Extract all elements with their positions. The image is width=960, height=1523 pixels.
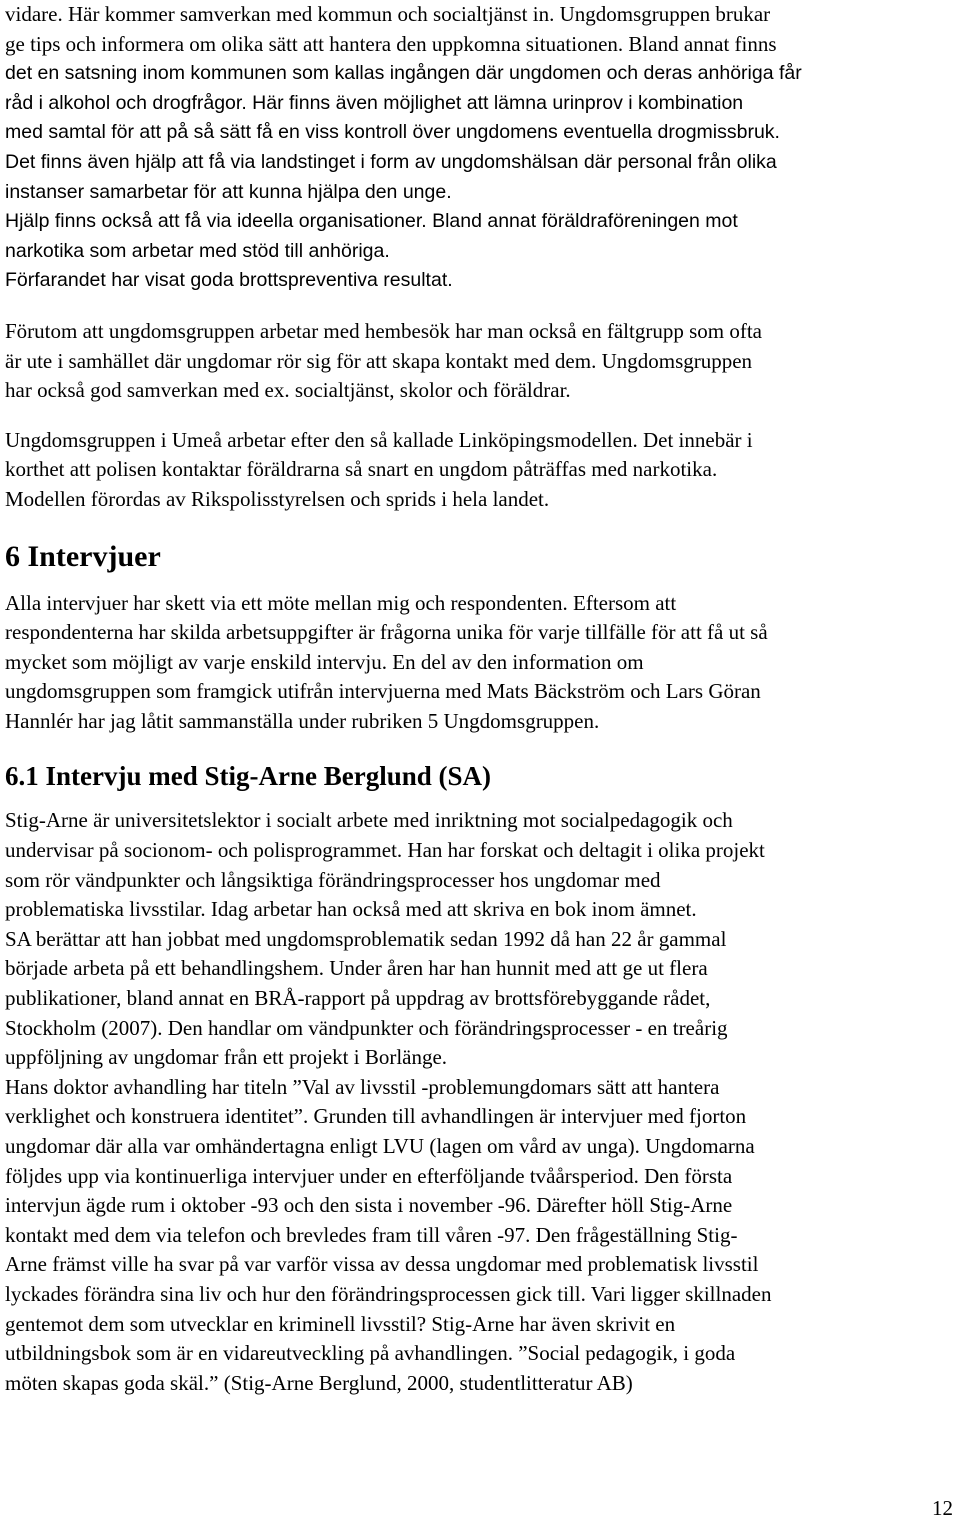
text-line: är ute i samhället där ungdomar rör sig för att skapa kontakt med dem. Ungdomsgruppen — [5, 348, 753, 373]
text-line: Alla intervjuer har skett via ett möte mellan mig och respondenten. Eftersom att — [5, 590, 677, 615]
text-line: Ungdomsgruppen i Umeå arbetar efter den så kallade Linköpingsmodellen. Det innebär i — [5, 427, 753, 452]
text-line: gentemot dem som utvecklar en kriminell livsstil? Stig-Arne har även skrivit en — [5, 1311, 676, 1336]
text-line: lyckades förändra sina liv och hur den förändringsprocessen gick till. Vari ligger skillnaden — [5, 1281, 772, 1306]
subsection-heading: 6.1 Intervju med Stig-Arne Berglund (SA) — [5, 761, 491, 792]
paragraph — [5, 317, 955, 406]
text-line: som rör vändpunkter och långsiktiga förändringsprocesser hos ungdomar med — [5, 867, 661, 892]
text-line: Arne främst ville ha svar på var varför vissa av dessa ungdomar med problematisk livsstil — [5, 1252, 759, 1277]
text-line: verklighet och konstruera identitet”. Grunden till avhandlingen är intervjuer med fjorton — [5, 1104, 747, 1129]
text-line: råd i alkohol och drogfrågor. Här finns även möjlighet att lämna urinprov i kombination — [5, 91, 744, 114]
text-line: intervjun ägde rum i oktober -93 och den sista i november -96. Därefter höll Stig-Arne — [5, 1193, 733, 1218]
text-line: följdes upp via kontinuerliga intervjuer under en efterföljande tvåårsperiod. Den första — [5, 1163, 733, 1188]
text-line: SA berättar att han jobbat med ungdomsproblematik sedan 1992 då han 22 år gammal — [5, 926, 727, 951]
paragraph — [5, 806, 955, 1398]
section-heading: 6 Intervjuer — [5, 539, 161, 573]
text-line: ungdomar där alla var omhändertagna enligt LVU (lagen om vård av unga). Ungdomarna — [5, 1134, 755, 1158]
text-line: Modellen förordas av Rikspolisstyrelsen och sprids i hela landet. — [5, 486, 550, 511]
text-line: med samtal för att på så sätt få en viss kontroll över ungdomens eventuella drogmissbruk. — [5, 121, 780, 144]
text-line: Hjälp finns också att få via ideella organisationer. Bland annat föräldraföreningen mot — [5, 210, 738, 233]
text-line: korthet att polisen kontaktar föräldrarna så snart en ungdom påträffas med narkotika. — [5, 457, 718, 482]
text-line: narkotika som arbetar med stöd till anhöriga. — [5, 239, 390, 262]
text-line: Hans doktor avhandling har titeln ”Val av livsstil -problemungdomars sätt att hantera — [5, 1074, 720, 1099]
text-line: uppföljning av ungdomar från ett projekt i Borlänge. — [5, 1045, 448, 1070]
page-number: 12 — [932, 1496, 953, 1520]
text-line: Stockholm (2007). Den handlar om vändpunkter och förändringsprocesser - en treårig — [5, 1015, 728, 1040]
text-line: respondenterna har skilda arbetsuppgifter är frågorna unika för varje tillfälle för att få ut så — [5, 620, 768, 645]
text-line: publikationer, bland annat en BRÅ-rapport på uppdrag av brottsförebyggande rådet, — [5, 986, 711, 1011]
text-line: började arbeta på ett behandlingshem. Under åren har han hunnit med att ge ut flera — [5, 956, 708, 981]
text-line: Hannlér har jag låtit sammanställa under rubriken 5 Ungdomsgruppen. — [5, 708, 600, 733]
text-line: instanser samarbetar för att kunna hjälpa den unge. — [5, 180, 452, 203]
text-line: kontakt med dem via telefon och brevledes fram till våren -97. Den frågeställning Stig- — [5, 1222, 738, 1247]
text-line: möten skapas goda skäl.” (Stig-Arne Berglund, 2000, studentlitteratur AB) — [5, 1370, 633, 1395]
paragraph — [5, 426, 955, 515]
paragraph — [5, 589, 955, 737]
paragraph — [5, 0, 955, 296]
text-line: problematiska livsstilar. Idag arbetar han också med att skriva en bok inom ämnet. — [5, 897, 697, 922]
text-line: Det finns även hjälp att få via landstinget i form av ungdomshälsan där personal från olika — [5, 150, 777, 173]
text-line: ungdomsgruppen som framgick utifrån intervjuerna med Mats Bäckström och Lars Göran — [5, 679, 761, 704]
text-line: har också god samverkan med ex. socialtjänst, skolor och föräldrar. — [5, 378, 571, 403]
document-page — [5, 0, 955, 1398]
text-line: Förutom att ungdomsgruppen arbetar med hembesök har man också en fältgrupp som ofta — [5, 318, 762, 343]
text-line: Stig-Arne är universitetslektor i socialt arbete med inriktning mot socialpedagogik och — [5, 808, 733, 833]
text-line: Förfarandet har visat goda brottspreventiva resultat. — [5, 269, 453, 292]
text-line: vidare. Här kommer samverkan med kommun och socialtjänst in. Ungdomsgruppen brukar — [5, 2, 771, 26]
text-line: utbildningsbok som är en vidareutveckling på avhandlingen. ”Social pedagogik, i goda — [5, 1341, 736, 1366]
text-line: undervisar på socionom- och polisprogrammet. Han har forskat och deltagit i olika projekt — [5, 838, 765, 863]
text-line: ge tips och informera om olika sätt att hantera den uppkomna situationen. Bland annat finns — [5, 31, 777, 56]
text-line: det en satsning inom kommunen som kallas ingången där ungdomen och deras anhöriga får — [5, 62, 802, 85]
text-line: mycket som möjligt av varje enskild intervju. En del av den information om — [5, 649, 644, 674]
